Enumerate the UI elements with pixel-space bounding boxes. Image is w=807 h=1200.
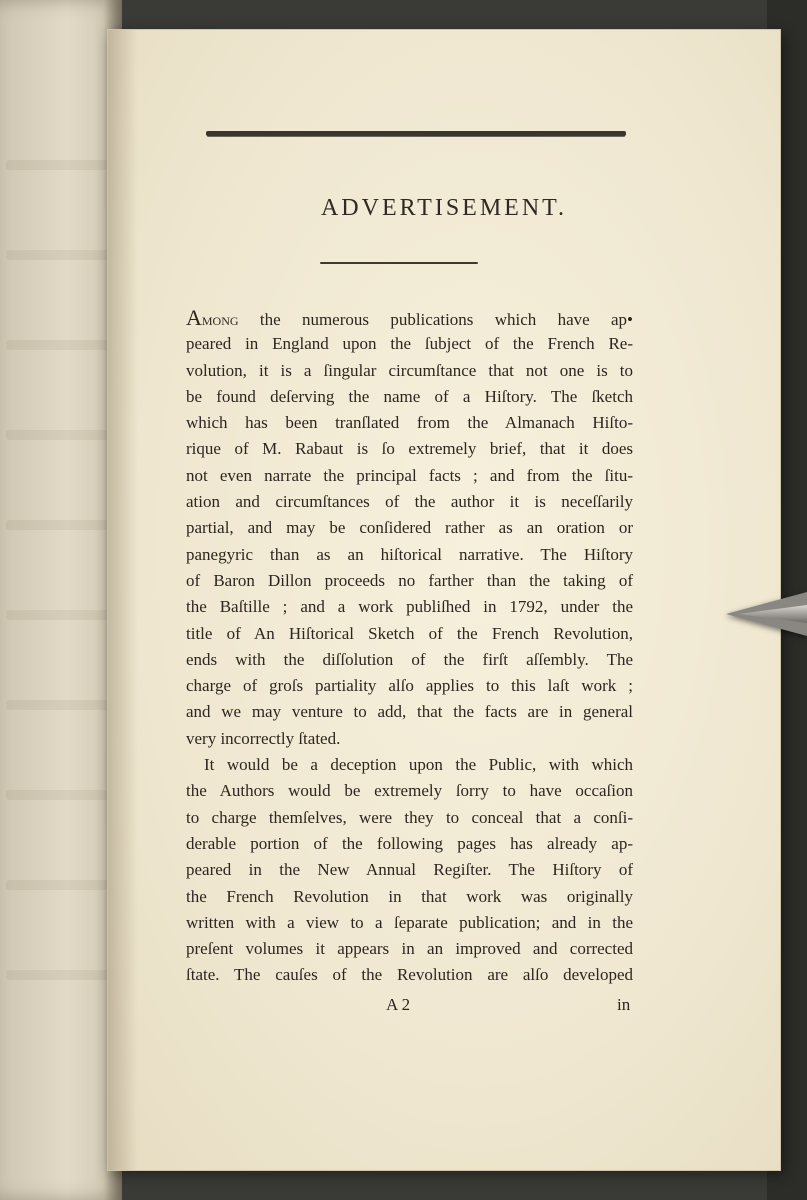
text-line: very incorrectly ſtated. (186, 728, 341, 748)
text-line: ſtate. The cauſes of the Revolution are alſo developed (186, 965, 633, 985)
text-line: charge of groſs partiality alſo applies to this laſt work ; (186, 676, 633, 696)
text-line: title of An Hiſtorical Sketch of the French Revolution, (186, 623, 633, 643)
text-line: which has been tranſlated from the Almanach Hiſto- (186, 413, 633, 433)
facing-page (0, 0, 122, 1200)
text-line: written with a view to a ſeparate publication; and in the (186, 912, 633, 932)
text-line: rique of M. Rabaut is ſo extremely brief, that it does (186, 439, 633, 459)
paragraph-2 (186, 752, 633, 989)
page-title: ADVERTISEMENT. (320, 195, 568, 221)
text-line: derable portion of the following pages has already ap- (186, 833, 633, 853)
text-line: the French Revolution in that work was originally (186, 886, 633, 906)
text-line: peared in the New Annual Regiſter. The Hiſtory of (186, 860, 633, 880)
drop-capital: A (186, 305, 202, 330)
text-line: partial, and may be conſidered rather as an oration or (186, 518, 633, 538)
text-line: to charge themſelves, were they to conceal that a conſi- (186, 807, 633, 827)
text-line: the Baſtille ; and a work publiſhed in 1792, under the (186, 597, 633, 617)
text-line: be found deſerving the name of a Hiſtory. The ſketch (186, 386, 633, 406)
text-line: and we may venture to add, that the facts are in general (186, 702, 633, 722)
text-line: not even narrate the principal facts ; and from the ſitu- (186, 465, 633, 485)
text-line: Among the numerous publications which have ap• (186, 305, 633, 330)
opening-smallcaps: mong (201, 310, 239, 329)
text-line: ation and circumſtances of the author it is neceſſarily (186, 492, 633, 512)
text-line: It would be a deception upon the Public, with which (204, 755, 633, 775)
signature-mark: A 2 (386, 995, 411, 1014)
text-line: volution, it is a ſingular circumſtance that not one is to (186, 360, 633, 380)
text-line: ends with the diſſolution of the firſt aſſembly. The (186, 649, 633, 669)
body-text (186, 305, 633, 989)
text-line: peared in England upon the ſubject of the French Re- (186, 334, 633, 354)
paragraph-1 (186, 305, 633, 752)
catchword: in (617, 995, 631, 1014)
ornamental-rule-small (320, 262, 478, 264)
text-line: preſent volumes it appears in an improved and corrected (186, 939, 633, 959)
ornamental-rule-top (206, 131, 626, 136)
text-line: panegyric than as an hiſtorical narrative. The Hiſtory (186, 544, 633, 564)
text-line: of Baron Dillon proceeds no farther than the taking of (186, 570, 633, 590)
text-line: the Authors would be extremely ſorry to have occaſion (186, 781, 633, 801)
